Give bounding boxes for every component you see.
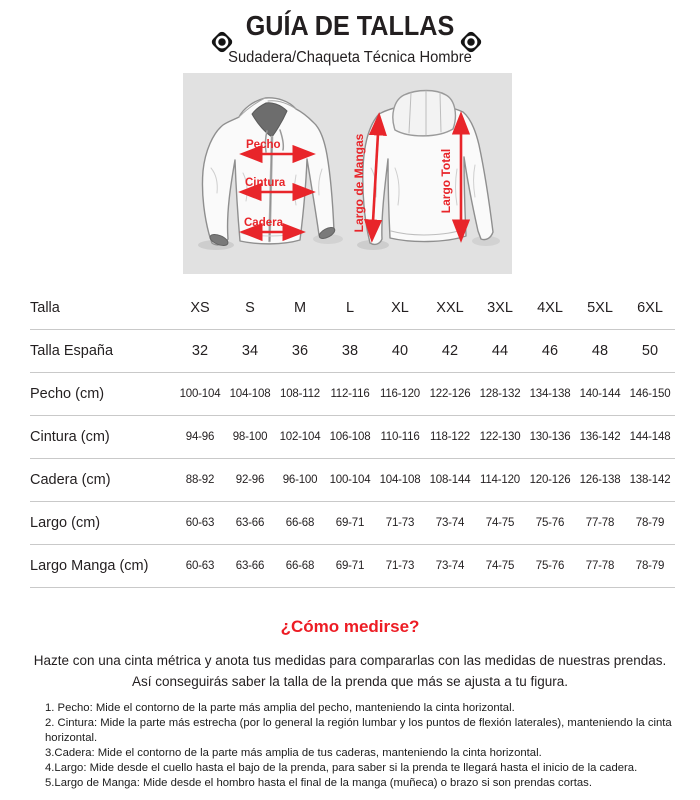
size-cell: 75-76 — [525, 545, 575, 588]
size-cell: 106-108 — [325, 416, 375, 459]
size-cell: 5XL — [575, 287, 625, 330]
size-cell: 128-132 — [475, 373, 525, 416]
size-cell: S — [225, 287, 275, 330]
size-cell: 46 — [525, 330, 575, 373]
measure-step: 5.Largo de Manga: Mide desde el hombro hasta el final de la manga (muñeca) o brazo si son prendas cortas. — [45, 777, 592, 789]
row-label: Cadera (cm) — [30, 459, 175, 502]
size-cell: 122-126 — [425, 373, 475, 416]
cintura-label: Cintura — [245, 177, 286, 189]
size-cell: 78-79 — [625, 545, 675, 588]
size-cell: 69-71 — [325, 502, 375, 545]
cadera-label: Cadera — [244, 217, 283, 229]
size-cell: 146-150 — [625, 373, 675, 416]
row-label: Pecho (cm) — [30, 373, 175, 416]
size-cell: 136-142 — [575, 416, 625, 459]
size-cell: 118-122 — [425, 416, 475, 459]
size-cell: 122-130 — [475, 416, 525, 459]
size-cell: 98-100 — [225, 416, 275, 459]
size-cell: 77-78 — [575, 502, 625, 545]
size-cell: 130-136 — [525, 416, 575, 459]
size-cell: 144-148 — [625, 416, 675, 459]
size-cell: 126-138 — [575, 459, 625, 502]
measure-step: 4.Largo: Mide desde el cuello hasta el bajo de la prenda, para saber si la prenda te llegará hasta el inicio de la cadera. — [45, 762, 638, 774]
size-cell: 36 — [275, 330, 325, 373]
size-cell: 60-63 — [175, 545, 225, 588]
size-cell: 104-108 — [225, 373, 275, 416]
size-cell: 108-112 — [275, 373, 325, 416]
size-cell: 96-100 — [275, 459, 325, 502]
size-cell: 38 — [325, 330, 375, 373]
size-cell: 66-68 — [275, 502, 325, 545]
size-cell: 34 — [225, 330, 275, 373]
size-cell: 100-104 — [325, 459, 375, 502]
row-label: Largo Manga (cm) — [30, 545, 175, 588]
row-label: Talla España — [30, 330, 175, 373]
size-cell: 6XL — [625, 287, 675, 330]
size-cell: 114-120 — [475, 459, 525, 502]
row-label: Largo (cm) — [30, 502, 175, 545]
size-cell: 104-108 — [375, 459, 425, 502]
size-cell: 92-96 — [225, 459, 275, 502]
table-row — [30, 330, 675, 373]
size-cell: 110-116 — [375, 416, 425, 459]
size-cell: 4XL — [525, 287, 575, 330]
size-cell: 77-78 — [575, 545, 625, 588]
size-cell: L — [325, 287, 375, 330]
size-cell: 100-104 — [175, 373, 225, 416]
measure-step: 2. Cintura: Mide la parte más estrecha (por lo general la región lumbar y los puntos de flexión laterales), manteniendo la cinta horizontal. — [45, 717, 672, 744]
size-cell: XS — [175, 287, 225, 330]
size-cell: 69-71 — [325, 545, 375, 588]
table-row — [30, 459, 675, 502]
size-cell: 138-142 — [625, 459, 675, 502]
size-table — [30, 287, 675, 588]
size-cell: 63-66 — [225, 545, 275, 588]
size-cell: 116-120 — [375, 373, 425, 416]
table-row — [30, 502, 675, 545]
size-cell: 102-104 — [275, 416, 325, 459]
size-cell: XXL — [425, 287, 475, 330]
row-label: Cintura (cm) — [30, 416, 175, 459]
table-row — [30, 416, 675, 459]
measure-step: 3.Cadera: Mide el contorno de la parte más amplia de tus caderas, manteniendo la cinta horizontal. — [45, 747, 542, 759]
size-cell: 66-68 — [275, 545, 325, 588]
size-cell: 3XL — [475, 287, 525, 330]
size-cell: 88-92 — [175, 459, 225, 502]
size-cell: 112-116 — [325, 373, 375, 416]
measure-steps-list — [45, 701, 694, 791]
table-row — [30, 373, 675, 416]
size-cell: 71-73 — [375, 502, 425, 545]
largo-total-label: Largo Total — [439, 148, 453, 214]
size-cell: 50 — [625, 330, 675, 373]
size-cell: 94-96 — [175, 416, 225, 459]
size-cell: 63-66 — [225, 502, 275, 545]
page-title: GUÍA DE TALLAS — [245, 10, 455, 41]
size-cell: 40 — [375, 330, 425, 373]
size-cell: 74-75 — [475, 502, 525, 545]
intro-line-1: Hazte con una cinta métrica y anota tus medidas para compararlas con las medidas de nuestras prendas. — [33, 653, 667, 668]
page-subtitle: Sudadera/Chaqueta Técnica Hombre — [228, 49, 472, 66]
size-cell: 120-126 — [525, 459, 575, 502]
size-table-body — [30, 287, 675, 588]
largo-mangas-label: Largo de Mangas — [352, 133, 366, 233]
hoodie-measurement-diagram — [183, 73, 512, 274]
size-cell: 74-75 — [475, 545, 525, 588]
size-cell: 73-74 — [425, 545, 475, 588]
how-to-measure-heading: ¿Cómo medirse? — [280, 617, 420, 636]
pecho-label: Pecho — [246, 139, 281, 151]
row-label: Talla — [30, 287, 175, 330]
size-cell: 71-73 — [375, 545, 425, 588]
hoodie-diagram-svg — [183, 73, 512, 274]
how-to-measure-intro — [0, 650, 700, 692]
size-cell: 75-76 — [525, 502, 575, 545]
size-cell: 134-138 — [525, 373, 575, 416]
size-cell: 60-63 — [175, 502, 225, 545]
size-cell: 42 — [425, 330, 475, 373]
table-row — [30, 545, 675, 588]
size-cell: M — [275, 287, 325, 330]
size-cell: 48 — [575, 330, 625, 373]
size-cell: 78-79 — [625, 502, 675, 545]
intro-line-2: Así conseguirás saber la talla de la prenda que más se ajusta a tu figura. — [131, 674, 568, 689]
size-cell: 44 — [475, 330, 525, 373]
measure-step: 1. Pecho: Mide el contorno de la parte más amplia del pecho, manteniendo la cinta horizontal. — [45, 702, 515, 714]
size-cell: XL — [375, 287, 425, 330]
size-cell: 108-144 — [425, 459, 475, 502]
size-cell: 73-74 — [425, 502, 475, 545]
size-cell: 140-144 — [575, 373, 625, 416]
size-cell: 32 — [175, 330, 225, 373]
table-row — [30, 287, 675, 330]
